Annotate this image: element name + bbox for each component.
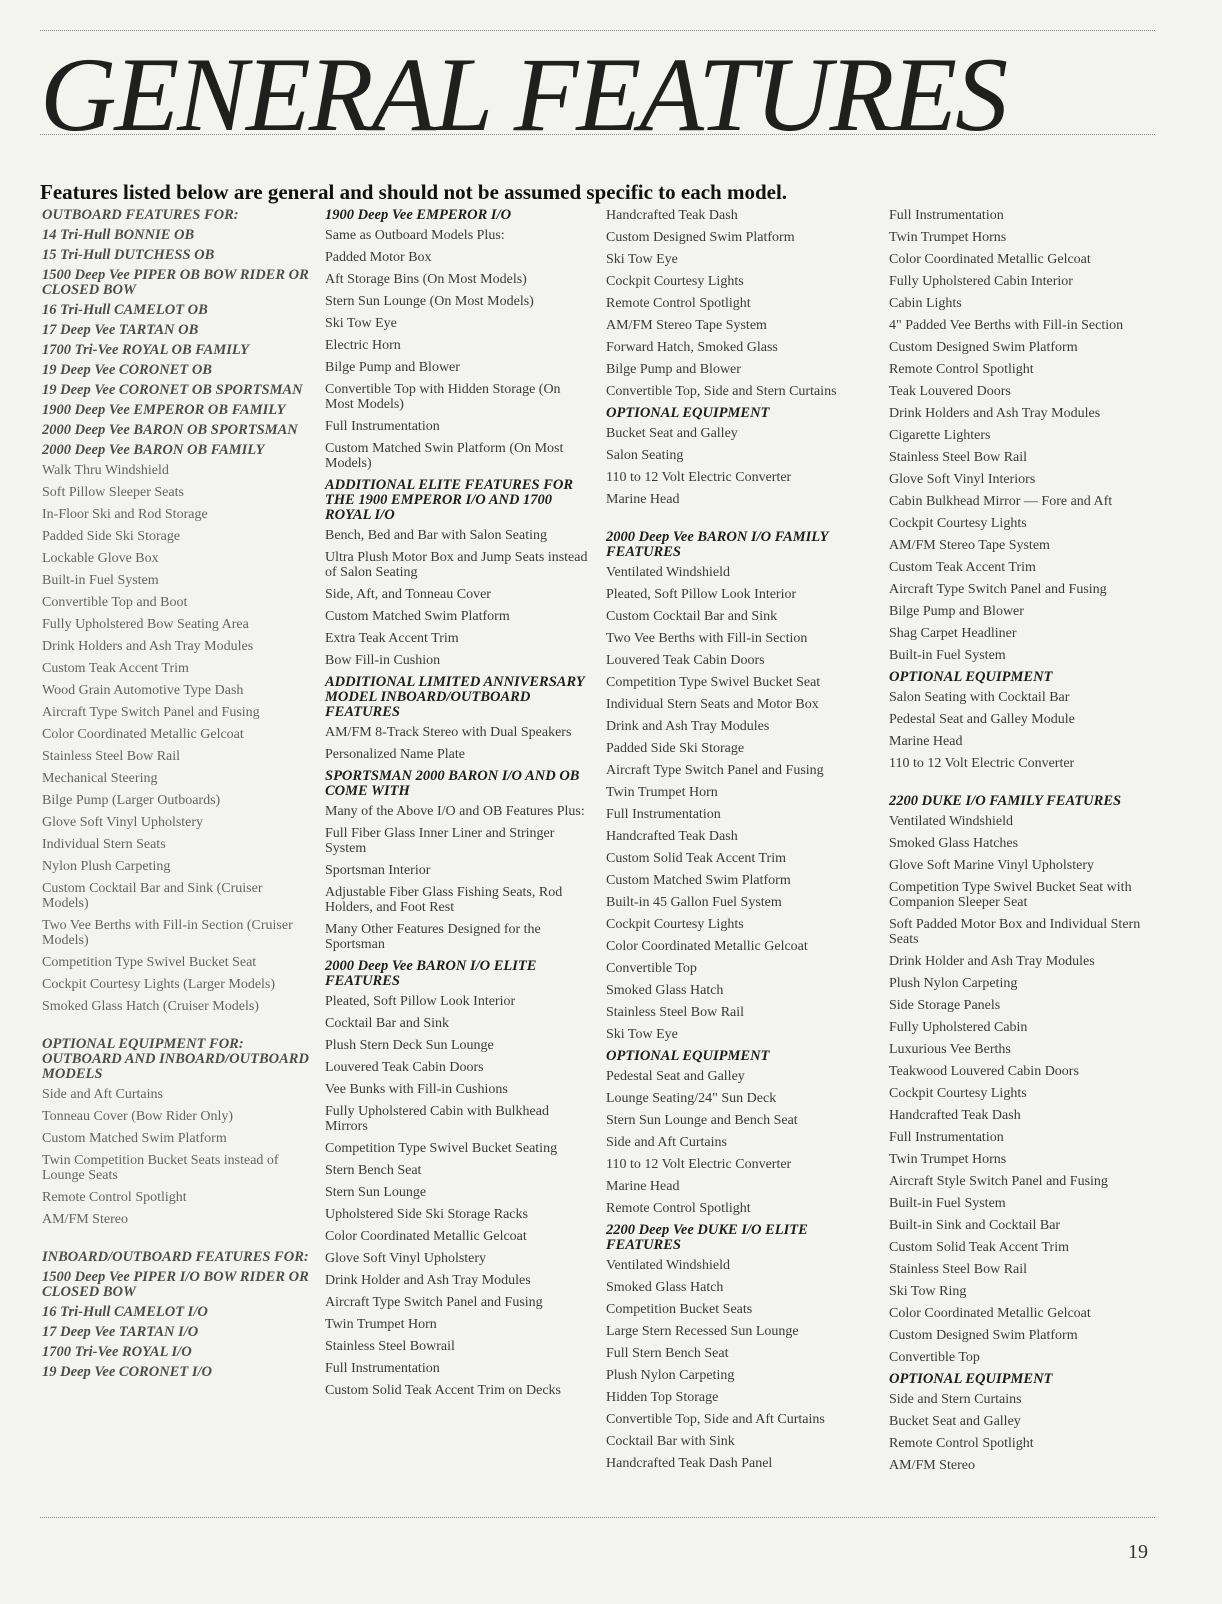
feature-item: Hidden Top Storage bbox=[606, 1390, 719, 1405]
feature-item: Cabin Lights bbox=[889, 296, 962, 311]
feature-item: Twin Trumpet Horns bbox=[889, 230, 1007, 245]
feature-item: Ski Tow Eye bbox=[606, 1027, 678, 1042]
feature-item: Color Coordinated Metallic Gelcoat bbox=[325, 1229, 527, 1244]
feature-item: AM/FM 8-Track Stereo with Dual Speakers bbox=[325, 725, 572, 740]
feature-item: Large Stern Recessed Sun Lounge bbox=[606, 1324, 799, 1339]
feature-item: Custom Matched Swin Platform (On Most Models) bbox=[325, 441, 564, 471]
section-spacer bbox=[606, 514, 881, 530]
feature-item: Louvered Teak Cabin Doors bbox=[606, 653, 765, 668]
feature-item: Color Coordinated Metallic Gelcoat bbox=[606, 939, 808, 954]
feature-item: Stern Sun Lounge and Bench Seat bbox=[606, 1113, 798, 1128]
feature-item: Full Instrumentation bbox=[606, 807, 721, 822]
feature-item: Glove Soft Vinyl Interiors bbox=[889, 472, 1036, 487]
feature-item: Stern Sun Lounge (On Most Models) bbox=[325, 294, 534, 309]
feature-item: Full Instrumentation bbox=[889, 208, 1004, 223]
feature-item: Soft Pillow Sleeper Seats bbox=[42, 485, 184, 500]
section-heading: 1900 Deep Vee EMPEROR OB FAMILY bbox=[42, 402, 286, 418]
feature-item: Pedestal Seat and Galley Module bbox=[889, 712, 1075, 727]
feature-item: Remote Control Spotlight bbox=[606, 296, 751, 311]
section-heading: 1700 Tri-Vee ROYAL OB FAMILY bbox=[42, 342, 250, 358]
feature-item: 110 to 12 Volt Electric Converter bbox=[889, 756, 1075, 771]
feature-item: Competition Type Swivel Bucket Seating bbox=[325, 1141, 558, 1156]
feature-item: Bilge Pump and Blower bbox=[889, 604, 1024, 619]
feature-item: Color Coordinated Metallic Gelcoat bbox=[889, 1306, 1091, 1321]
feature-item: Cockpit Courtesy Lights bbox=[606, 274, 744, 289]
feature-item: Convertible Top, Side and Aft Curtains bbox=[606, 1412, 825, 1427]
feature-item: Lounge Seating/24" Sun Deck bbox=[606, 1091, 777, 1106]
section-heading: 14 Tri-Hull BONNIE OB bbox=[42, 227, 195, 243]
feature-item: Aft Storage Bins (On Most Models) bbox=[325, 272, 527, 287]
feature-item: Custom Solid Teak Accent Trim bbox=[606, 851, 786, 866]
feature-item: 4" Padded Vee Berths with Fill-in Section bbox=[889, 318, 1124, 333]
feature-item: Padded Side Ski Storage bbox=[606, 741, 745, 756]
feature-item: Marine Head bbox=[606, 492, 680, 507]
section-heading: 1900 Deep Vee EMPEROR I/O bbox=[325, 207, 512, 223]
section-heading: 19 Deep Vee CORONET I/O bbox=[42, 1364, 212, 1380]
column-3 bbox=[606, 208, 881, 1478]
feature-item: Padded Motor Box bbox=[325, 250, 432, 265]
feature-item: Custom Designed Swim Platform bbox=[889, 340, 1078, 355]
feature-item: AM/FM Stereo bbox=[889, 1458, 975, 1473]
section-heading: 1700 Tri-Vee ROYAL I/O bbox=[42, 1344, 192, 1360]
feature-item: Custom Designed Swim Platform bbox=[889, 1328, 1078, 1343]
feature-item: Pedestal Seat and Galley bbox=[606, 1069, 745, 1084]
column-2 bbox=[325, 208, 590, 1405]
feature-item: Handcrafted Teak Dash bbox=[606, 208, 738, 223]
feature-item: Aircraft Style Switch Panel and Fusing bbox=[889, 1174, 1108, 1189]
feature-item: Handcrafted Teak Dash bbox=[889, 1108, 1021, 1123]
feature-item: Marine Head bbox=[889, 734, 963, 749]
feature-item: Aircraft Type Switch Panel and Fusing bbox=[42, 705, 260, 720]
page-number: 19 bbox=[1128, 1541, 1148, 1563]
feature-item: Cockpit Courtesy Lights bbox=[606, 917, 744, 932]
feature-item: Plush Nylon Carpeting bbox=[606, 1368, 735, 1383]
column-4 bbox=[889, 208, 1154, 1480]
feature-item: Fully Upholstered Cabin Interior bbox=[889, 274, 1073, 289]
feature-item: 110 to 12 Volt Electric Converter bbox=[606, 470, 792, 485]
feature-item: Two Vee Berths with Fill-in Section (Cruiser Models) bbox=[42, 918, 293, 948]
feature-item: Remote Control Spotlight bbox=[889, 1436, 1034, 1451]
feature-item: Full Stern Bench Seat bbox=[606, 1346, 729, 1361]
section-heading: ADDITIONAL LIMITED ANNIVERSARY MODEL INBOARD/OUTBOARD FEATURES bbox=[325, 674, 585, 720]
feature-item: Forward Hatch, Smoked Glass bbox=[606, 340, 778, 355]
feature-item: Extra Teak Accent Trim bbox=[325, 631, 459, 646]
feature-item: Convertible Top, Side and Stern Curtains bbox=[606, 384, 837, 399]
feature-item: Custom Teak Accent Trim bbox=[889, 560, 1036, 575]
feature-item: Glove Soft Marine Vinyl Upholstery bbox=[889, 858, 1094, 873]
feature-item: Ventilated Windshield bbox=[606, 565, 730, 580]
feature-item: Convertible Top with Hidden Storage (On Most Models) bbox=[325, 382, 561, 412]
section-heading: 15 Tri-Hull DUTCHESS OB bbox=[42, 247, 215, 263]
feature-item: Cockpit Courtesy Lights bbox=[889, 1086, 1027, 1101]
page-title: GENERAL FEATURES bbox=[40, 36, 1007, 153]
feature-item: Ventilated Windshield bbox=[606, 1258, 730, 1273]
feature-item: Full Instrumentation bbox=[889, 1130, 1004, 1145]
feature-item: Smoked Glass Hatches bbox=[889, 836, 1019, 851]
feature-item: Cigarette Lighters bbox=[889, 428, 991, 443]
feature-item: Marine Head bbox=[606, 1179, 680, 1194]
section-heading: OUTBOARD FEATURES FOR: bbox=[42, 207, 239, 223]
feature-item: Fully Upholstered Cabin bbox=[889, 1020, 1028, 1035]
feature-item: Fully Upholstered Bow Seating Area bbox=[42, 617, 249, 632]
feature-item: Built-in Sink and Cocktail Bar bbox=[889, 1218, 1061, 1233]
section-heading: OPTIONAL EQUIPMENT bbox=[606, 405, 770, 421]
feature-item: Color Coordinated Metallic Gelcoat bbox=[889, 252, 1091, 267]
feature-item: Twin Trumpet Horns bbox=[889, 1152, 1007, 1167]
feature-item: Salon Seating with Cocktail Bar bbox=[889, 690, 1070, 705]
section-spacer bbox=[42, 1234, 312, 1250]
feature-item: Padded Side Ski Storage bbox=[42, 529, 181, 544]
section-heading: 1500 Deep Vee PIPER I/O BOW RIDER OR CLOSED BOW bbox=[42, 1269, 309, 1300]
feature-item: Vee Bunks with Fill-in Cushions bbox=[325, 1082, 508, 1097]
feature-item: Ski Tow Eye bbox=[606, 252, 678, 267]
feature-item: Remote Control Spotlight bbox=[606, 1201, 751, 1216]
feature-item: Side and Stern Curtains bbox=[889, 1392, 1022, 1407]
feature-item: Pleated, Soft Pillow Look Interior bbox=[606, 587, 797, 602]
feature-item: Glove Soft Vinyl Upholstery bbox=[42, 815, 204, 830]
feature-item: Louvered Teak Cabin Doors bbox=[325, 1060, 484, 1075]
feature-item: Side Storage Panels bbox=[889, 998, 1001, 1013]
top-rule bbox=[40, 30, 1155, 31]
feature-item: Individual Stern Seats bbox=[42, 837, 166, 852]
feature-item: Ski Tow Ring bbox=[889, 1284, 967, 1299]
feature-item: Custom Solid Teak Accent Trim on Decks bbox=[325, 1383, 561, 1398]
feature-item: Drink Holders and Ash Tray Modules bbox=[889, 406, 1101, 421]
feature-item: Aircraft Type Switch Panel and Fusing bbox=[606, 763, 824, 778]
feature-item: Sportsman Interior bbox=[325, 863, 431, 878]
feature-item: Stainless Steel Bowrail bbox=[325, 1339, 455, 1354]
column-1 bbox=[42, 208, 312, 1385]
section-heading: 17 Deep Vee TARTAN I/O bbox=[42, 1324, 199, 1340]
feature-item: Stern Sun Lounge bbox=[325, 1185, 427, 1200]
feature-item: In-Floor Ski and Rod Storage bbox=[42, 507, 208, 522]
feature-item: Aircraft Type Switch Panel and Fusing bbox=[325, 1295, 543, 1310]
feature-item: Remote Control Spotlight bbox=[889, 362, 1034, 377]
feature-item: Bilge Pump and Blower bbox=[325, 360, 460, 375]
feature-item: Custom Cocktail Bar and Sink bbox=[606, 609, 778, 624]
feature-item: AM/FM Stereo Tape System bbox=[889, 538, 1050, 553]
feature-item: Competition Type Swivel Bucket Seat bbox=[606, 675, 821, 690]
section-spacer bbox=[889, 778, 1154, 794]
feature-item: Side, Aft, and Tonneau Cover bbox=[325, 587, 491, 602]
section-heading: 19 Deep Vee CORONET OB SPORTSMAN bbox=[42, 382, 303, 398]
feature-item: Bucket Seat and Galley bbox=[889, 1414, 1021, 1429]
feature-item: Cabin Bulkhead Mirror — Fore and Aft bbox=[889, 494, 1113, 509]
feature-item: Built-in Fuel System bbox=[889, 648, 1006, 663]
feature-item: Remote Control Spotlight bbox=[42, 1190, 187, 1205]
section-heading: INBOARD/OUTBOARD FEATURES FOR: bbox=[42, 1249, 309, 1265]
feature-item: AM/FM Stereo Tape System bbox=[606, 318, 767, 333]
section-heading: 19 Deep Vee CORONET OB bbox=[42, 362, 212, 378]
feature-item: Smoked Glass Hatch (Cruiser Models) bbox=[42, 999, 259, 1014]
feature-item: Ultra Plush Motor Box and Jump Seats instead of Salon Seating bbox=[325, 550, 588, 580]
feature-item: Stainless Steel Bow Rail bbox=[42, 749, 181, 764]
feature-item: Stern Bench Seat bbox=[325, 1163, 422, 1178]
feature-item: Handcrafted Teak Dash Panel bbox=[606, 1456, 773, 1471]
feature-item: Convertible Top bbox=[606, 961, 697, 976]
feature-item: Cocktail Bar with Sink bbox=[606, 1434, 735, 1449]
section-heading: 2200 DUKE I/O FAMILY FEATURES bbox=[889, 793, 1122, 809]
feature-item: AM/FM Stereo bbox=[42, 1212, 128, 1227]
feature-item: 110 to 12 Volt Electric Converter bbox=[606, 1157, 792, 1172]
feature-item: Full Fiber Glass Inner Liner and Stringer System bbox=[325, 826, 555, 856]
feature-item: Soft Padded Motor Box and Individual Stern Seats bbox=[889, 917, 1141, 947]
section-heading: 2000 Deep Vee BARON I/O ELITE FEATURES bbox=[325, 958, 537, 989]
feature-item: Ski Tow Eye bbox=[325, 316, 397, 331]
feature-item: Custom Matched Swim Platform bbox=[606, 873, 791, 888]
section-heading: OPTIONAL EQUIPMENT bbox=[889, 669, 1053, 685]
feature-item: Smoked Glass Hatch bbox=[606, 1280, 724, 1295]
feature-item: Teak Louvered Doors bbox=[889, 384, 1011, 399]
feature-item: Built-in Fuel System bbox=[42, 573, 159, 588]
feature-item: Custom Matched Swim Platform bbox=[42, 1131, 227, 1146]
bottom-rule bbox=[40, 1517, 1155, 1518]
feature-item: Color Coordinated Metallic Gelcoat bbox=[42, 727, 244, 742]
feature-item: Competition Bucket Seats bbox=[606, 1302, 753, 1317]
feature-item: Aircraft Type Switch Panel and Fusing bbox=[889, 582, 1107, 597]
section-heading: 2000 Deep Vee BARON I/O FAMILY FEATURES bbox=[606, 529, 828, 560]
feature-item: Walk Thru Windshield bbox=[42, 463, 169, 478]
feature-item: Personalized Name Plate bbox=[325, 747, 465, 762]
section-heading: 16 Tri-Hull CAMELOT OB bbox=[42, 302, 208, 318]
feature-item: Adjustable Fiber Glass Fishing Seats, Rod Holders, and Foot Rest bbox=[325, 885, 563, 915]
feature-item: Bilge Pump and Blower bbox=[606, 362, 741, 377]
feature-item: Drink Holders and Ash Tray Modules bbox=[42, 639, 254, 654]
feature-item: Wood Grain Automotive Type Dash bbox=[42, 683, 244, 698]
section-heading: ADDITIONAL ELITE FEATURES FOR THE 1900 EMPEROR I/O AND 1700 ROYAL I/O bbox=[325, 477, 574, 523]
section-heading: 2000 Deep Vee BARON OB FAMILY bbox=[42, 442, 265, 458]
section-heading: SPORTSMAN 2000 BARON I/O AND OB COME WITH bbox=[325, 768, 580, 799]
section-spacer bbox=[42, 1021, 312, 1037]
section-heading: 2200 Deep Vee DUKE I/O ELITE FEATURES bbox=[606, 1222, 808, 1253]
feature-item: Teakwood Louvered Cabin Doors bbox=[889, 1064, 1079, 1079]
feature-item: Shag Carpet Headliner bbox=[889, 626, 1017, 641]
feature-item: Competition Type Swivel Bucket Seat bbox=[42, 955, 257, 970]
feature-item: Custom Solid Teak Accent Trim bbox=[889, 1240, 1069, 1255]
feature-item: Drink Holder and Ash Tray Modules bbox=[889, 954, 1095, 969]
feature-item: Many of the Above I/O and OB Features Plus: bbox=[325, 804, 585, 819]
feature-item: Electric Horn bbox=[325, 338, 401, 353]
feature-item: Luxurious Vee Berths bbox=[889, 1042, 1011, 1057]
section-heading: OPTIONAL EQUIPMENT bbox=[889, 1371, 1053, 1387]
feature-item: Built-in Fuel System bbox=[889, 1196, 1006, 1211]
feature-item: Convertible Top and Boot bbox=[42, 595, 188, 610]
feature-item: Ventilated Windshield bbox=[889, 814, 1013, 829]
feature-item: Custom Cocktail Bar and Sink (Cruiser Models) bbox=[42, 881, 263, 911]
section-heading: 2000 Deep Vee BARON OB SPORTSMAN bbox=[42, 422, 298, 438]
feature-item: Drink and Ash Tray Modules bbox=[606, 719, 770, 734]
feature-item: Tonneau Cover (Bow Rider Only) bbox=[42, 1109, 234, 1124]
feature-item: Individual Stern Seats and Motor Box bbox=[606, 697, 819, 712]
feature-item: Competition Type Swivel Bucket Seat with Companion Sleeper Seat bbox=[889, 880, 1132, 910]
title-rule bbox=[40, 134, 1155, 135]
feature-item: Built-in 45 Gallon Fuel System bbox=[606, 895, 782, 910]
section-heading: 1500 Deep Vee PIPER OB BOW RIDER OR CLOSED BOW bbox=[42, 267, 309, 298]
feature-item: Stainless Steel Bow Rail bbox=[606, 1005, 745, 1020]
section-heading: OPTIONAL EQUIPMENT FOR: OUTBOARD AND INBOARD/OUTBOARD MODELS bbox=[42, 1036, 309, 1082]
feature-item: Bucket Seat and Galley bbox=[606, 426, 738, 441]
feature-item: Bilge Pump (Larger Outboards) bbox=[42, 793, 221, 808]
feature-item: Many Other Features Designed for the Sportsman bbox=[325, 922, 541, 952]
feature-item: Nylon Plush Carpeting bbox=[42, 859, 171, 874]
feature-item: Plush Stern Deck Sun Lounge bbox=[325, 1038, 494, 1053]
feature-item: Twin Trumpet Horn bbox=[325, 1317, 437, 1332]
feature-item: Lockable Glove Box bbox=[42, 551, 159, 566]
feature-item: Handcrafted Teak Dash bbox=[606, 829, 738, 844]
feature-item: Custom Teak Accent Trim bbox=[42, 661, 189, 676]
feature-item: Full Instrumentation bbox=[325, 419, 440, 434]
section-heading: OPTIONAL EQUIPMENT bbox=[606, 1048, 770, 1064]
feature-item: Bench, Bed and Bar with Salon Seating bbox=[325, 528, 548, 543]
feature-item: Fully Upholstered Cabin with Bulkhead Mirrors bbox=[325, 1104, 549, 1134]
feature-item: Drink Holder and Ash Tray Modules bbox=[325, 1273, 531, 1288]
feature-item: Pleated, Soft Pillow Look Interior bbox=[325, 994, 516, 1009]
feature-item: Upholstered Side Ski Storage Racks bbox=[325, 1207, 528, 1222]
feature-item: Custom Designed Swim Platform bbox=[606, 230, 795, 245]
feature-item: Mechanical Steering bbox=[42, 771, 158, 786]
feature-item: Cockpit Courtesy Lights (Larger Models) bbox=[42, 977, 276, 992]
page-subtitle: Features listed below are general and should not be assumed specific to each model. bbox=[40, 180, 788, 204]
feature-item: Two Vee Berths with Fill-in Section bbox=[606, 631, 808, 646]
section-heading: 17 Deep Vee TARTAN OB bbox=[42, 322, 199, 338]
feature-item: Stainless Steel Bow Rail bbox=[889, 450, 1028, 465]
feature-item: Salon Seating bbox=[606, 448, 684, 463]
feature-item: Plush Nylon Carpeting bbox=[889, 976, 1018, 991]
feature-item: Twin Competition Bucket Seats instead of Lounge Seats bbox=[42, 1153, 279, 1183]
feature-item: Full Instrumentation bbox=[325, 1361, 440, 1376]
feature-item: Convertible Top bbox=[889, 1350, 980, 1365]
feature-item: Twin Trumpet Horn bbox=[606, 785, 718, 800]
feature-item: Same as Outboard Models Plus: bbox=[325, 228, 505, 243]
feature-item: Smoked Glass Hatch bbox=[606, 983, 724, 998]
feature-item: Custom Matched Swim Platform bbox=[325, 609, 510, 624]
feature-item: Cocktail Bar and Sink bbox=[325, 1016, 450, 1031]
feature-item: Stainless Steel Bow Rail bbox=[889, 1262, 1028, 1277]
feature-item: Side and Aft Curtains bbox=[42, 1087, 163, 1102]
section-heading: 16 Tri-Hull CAMELOT I/O bbox=[42, 1304, 208, 1320]
feature-item: Side and Aft Curtains bbox=[606, 1135, 727, 1150]
feature-item: Cockpit Courtesy Lights bbox=[889, 516, 1027, 531]
feature-item: Bow Fill-in Cushion bbox=[325, 653, 441, 668]
feature-item: Glove Soft Vinyl Upholstery bbox=[325, 1251, 487, 1266]
